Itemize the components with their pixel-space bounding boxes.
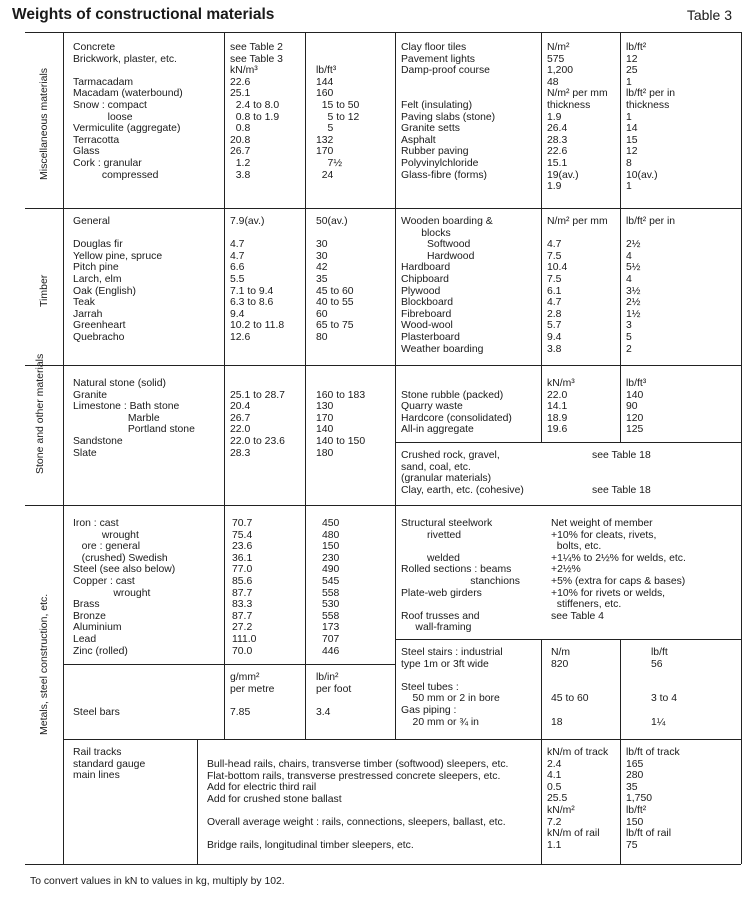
footnote: To convert values in kN to values in kg, multiply by 102. — [30, 876, 285, 887]
timber-right-imperial: lb/ft² per in 2½ 4 5½ 4 3½ 2½ 1½ 3 5 2 — [626, 216, 676, 355]
timber-left-imperial: 50(av.) 30 30 42 35 45 to 60 40 to 55 60 65 to 75 80 — [316, 216, 354, 343]
rail-si: kN/m of track 2.4 4.1 0.5 25.5 kN/m² 7.2 kN/m of rail 1.1 — [547, 747, 609, 851]
timber-right-materials: Wooden boarding & blocks Softwood Hardwood Hardboard Chipboard Plywood Blockboard Fibreboard Wood-wool Plasterboard Weather boarding — [401, 216, 493, 355]
metals-left-imperial: 450 480 150 230 490 545 558 530 558 173 707 446 — [322, 518, 340, 657]
page-title: Weights of constructional materials — [12, 6, 275, 23]
table-number: Table 3 — [686, 7, 732, 23]
misc-right-materials: Clay floor tiles Pavement lights Damp-proof course Felt (insulating) Paving slabs (stone) Granite setts Asphalt Rubber paving Polyvinylchloride Glass-fibre (forms) — [401, 42, 496, 181]
section-label-stone: Stone and other materials — [34, 353, 46, 474]
metals-right-materials: Structural steelwork rivetted welded Rolled sections : beams stanchions Plate-web girders Roof trusses and wall-framing — [401, 518, 520, 634]
rail-description: Bull-head rails, chairs, transverse timber (softwood) sleepers, etc. Flat-bottom rails, transverse prestressed concrete sleepers, etc. Add for electric third rail Add for crushed stone ballast Overall average weight : rails, connections, sleepers, ballast, etc. Bridge rails, longitudinal timber sleepers, etc. — [207, 759, 509, 852]
misc-right-si: N/m² 575 1,200 48 N/m² per mm thickness 1.9 26.4 28.3 22.6 15.1 19(av.) 1.9 — [547, 42, 608, 193]
stone-right-materials: Stone rubble (packed) Quarry waste Hardcore (consolidated) All-in aggregate — [401, 389, 512, 436]
steel-stairs-imperial: lb/ft 56 3 to 4 1¼ — [651, 647, 677, 728]
section-label-metals: Metals, steel construction, etc. — [38, 593, 50, 735]
timber-right-si: N/m² per mm 4.7 7.5 10.4 7.5 6.1 4.7 2.8 5.7 9.4 3.8 — [547, 216, 608, 355]
timber-left-si: 7.9(av.) 4.7 4.7 6.6 5.5 7.1 to 9.4 6.3 to 8.6 9.4 10.2 to 11.8 12.6 — [230, 216, 285, 343]
rail-imperial: lb/ft of track 165 280 35 1,750 lb/ft² 150 lb/ft of rail 75 — [626, 747, 680, 851]
metals-left-si: 70.7 75.4 23.6 36.1 77.0 85.6 87.7 83.3 87.7 27.2 111.0 70.0 — [232, 518, 257, 657]
steel-bars-si: g/mm² per metre 7.85 — [230, 672, 275, 718]
misc-left-imperial: lb/ft³ 144 160 15 to 50 5 to 12 5 132 170 7½ 24 — [316, 65, 360, 181]
steel-bars-material: Steel bars — [73, 706, 120, 718]
stone-right-si: kN/m³ 22.0 14.1 18.9 19.6 — [547, 378, 575, 436]
steel-bars-imperial: lb/in² per foot 3.4 — [316, 672, 352, 718]
section-label-timber: Timber — [38, 274, 50, 307]
misc-left-materials: Concrete Brickwork, plaster, etc. Tarmacadam Macadam (waterbound) Snow : compact loose Vermiculite (aggregate) Terracotta Glass Cork : granular compressed — [73, 42, 183, 181]
rail-material: Rail tracks standard gauge main lines — [73, 747, 146, 782]
misc-right-imperial: lb/ft² 12 25 1 lb/ft² per in thickness 1 14 15 12 8 10(av.) 1 — [626, 42, 676, 193]
timber-left-materials: General Douglas fir Yellow pine, spruce Pitch pine Larch, elm Oak (English) Teak Jarrah Greenheart Quebracho — [73, 216, 163, 343]
steel-stairs-material: Steel stairs : industrial type 1m or 3ft wide Steel tubes : 50 mm or 2 in bore Gas piping : 20 mm or ¾ in — [401, 647, 503, 728]
misc-left-si: see Table 2 see Table 3 kN/m³ 22.6 25.1 2.4 to 8.0 0.8 to 1.9 0.8 20.8 26.7 1.2 3.8 — [230, 42, 283, 181]
stone-left-materials: Natural stone (solid) Granite Limestone : Bath stone Marble Portland stone Sandstone Slate — [73, 378, 195, 459]
stone-left-imperial: 160 to 183 130 170 140 140 to 150 180 — [316, 389, 366, 459]
section-label-miscellaneous: Miscellaneous materials — [38, 67, 50, 180]
stone-granular-materials: Crushed rock, gravel, sand, coal, etc. (granular materials) Clay, earth, etc. (cohesive) — [401, 450, 524, 496]
stone-left-si: 25.1 to 28.7 20.4 26.7 22.0 22.0 to 23.6 28.3 — [230, 389, 285, 459]
stone-granular-reference: see Table 18 see Table 18 — [592, 450, 651, 496]
metals-right-notes: Net weight of member +10% for cleats, rivets, bolts, etc. +1¼% to 2½% for welds, etc. +2½% +5% (extra for caps & bases) +10% for rivets or welds, stiffeners, etc. see Table 4 — [551, 518, 686, 622]
steel-stairs-si: N/m 820 45 to 60 18 — [551, 647, 589, 728]
stone-right-imperial: lb/ft³ 140 90 120 125 — [626, 378, 647, 436]
metals-left-materials: Iron : cast wrought ore : general (crushed) Swedish Steel (see also below) Copper : cast wrought Brass Bronze Aluminium Lead Zinc (rolled) — [73, 518, 176, 657]
